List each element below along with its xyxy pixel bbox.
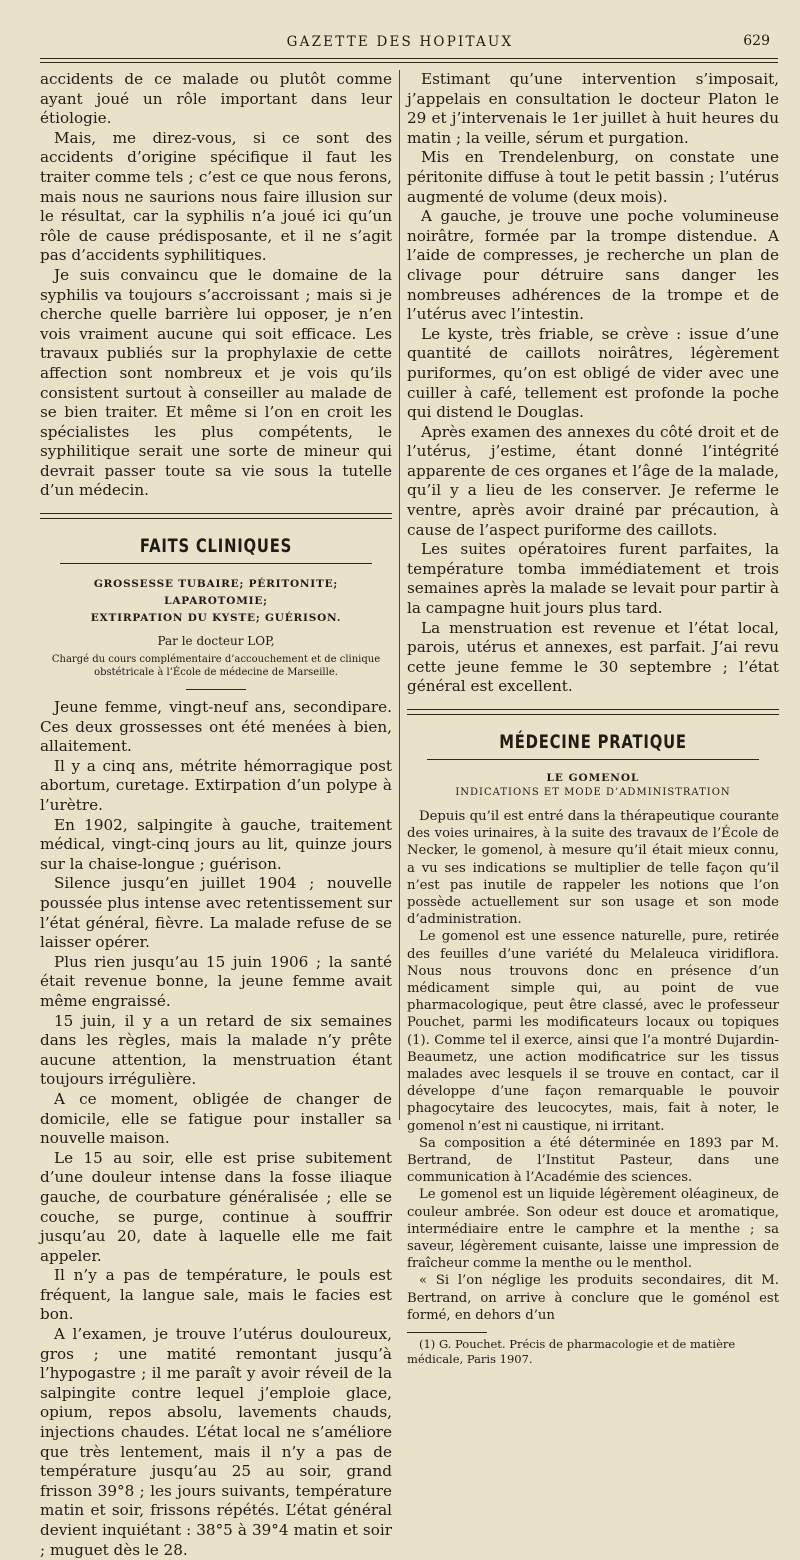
section-rule: [407, 709, 779, 715]
article-rule: [186, 689, 246, 690]
paragraph: Le gomenol est une essence naturelle, pure, retirée des feuilles d’une variété du Melaleuca viridiflora. Nous nous trouvons donc en présence d’un médicament simple qui, au point de vue pharmacologique, peut être classé, avec le professeur Pouchet, parmi les modificateurs locaux ou topiques (1). Comme tel il exerce, ainsi que l’a montré Dujardin-Beaumetz, une action modificatrice sur les tissus malades avec lesquels il se trouve en contact, car il développe d’une façon remarquable le pouvoir phagocytaire des leucocytes, mais, fait à noter, le gomenol n’est ni caustique, ni irritant.: [407, 929, 779, 1134]
section-title: FAITS CLINIQUES: [139, 535, 293, 558]
section-underline: [60, 563, 372, 564]
paragraph: Les suites opératoires furent parfaites, la température tomba immédiatement et trois semaines après la malade se levait pour partir à la campagne huit jours plus tard.: [407, 540, 779, 618]
header-rule-2: [40, 62, 778, 63]
page-number: 629: [743, 33, 770, 49]
header-rule: [40, 58, 778, 59]
footnote-rule: [407, 1332, 487, 1333]
paragraph: Après examen des annexes du côté droit et de l’utérus, j’estime, étant donné l’intégrité apparente de ces organes et l’âge de la malade, qu’il y a lieu de les conserver. Je referme le ventre, après avoir drainé par précaution, à cause de l’aspect puriforme des caillots.: [407, 422, 779, 539]
paragraph: Mis en Trendelenburg, on constate une péritonite diffuse à tout le petit bassin ; l’utérus augmenté de volume (deux mois).: [407, 148, 779, 206]
section-rule: [40, 513, 392, 519]
paragraph: Estimant qu’une intervention s’imposait, j’appelais en consultation le docteur Platon le 29 et j’intervenais le 1er juillet à huit heures du matin ; la veille, sérum et purgation.: [407, 70, 779, 147]
right-column: [407, 70, 779, 1367]
gomenol-text: [407, 808, 779, 1324]
intro-text: [40, 70, 392, 501]
paragraph: A gauche, je trouve une poche volumineuse noirâtre, formée par la trompe distendue. A l’aide de compresses, je recherche un plan de clivage pour détruire sans danger les nombreuses adhérences de la trompe et de l’utérus avec l’intestin.: [407, 207, 779, 324]
paragraph: Depuis qu’il est entré dans la thérapeutique courante des voies urinaires, à la suite des travaux de l’École de Necker, le gomenol, à mesure qu’il était mieux connu, a vu ses indications se multiplier de telle façon qu’il n’est pas inutile de rappeler les notions que l’on possède actuellement sur son usage et son mode d’administration.: [407, 809, 779, 928]
paragraph: Sa composition a été déterminée en 1893 par M. Bertrand, de l’Institut Pasteur, dans une communication à l’Académie des sciences.: [407, 1135, 779, 1186]
paragraph: A l’examen, je trouve l’utérus douloureux, gros ; une matité remontant jusqu’à l’hypogastre ; il me paraît y avoir réveil de la salpingite contre lequel j’emploie glace, opium, repos absolu, lavements chauds, injections chaudes. L’état local ne s’améliore que très lentement, mais il n’y a pas de température jusqu’au 25 au soir, grand frisson 39°8 ; les jours suivants, température matin et soir, frissons répétés. L’état général devient inquiétant : 38°5 à 39°4 matin et soir ; muguet dès le 28.: [40, 1325, 392, 1559]
article-title: LE GOMENOL: [546, 772, 640, 784]
author-byline: Par le docteur LOP,: [157, 634, 275, 649]
author-affiliation: Chargé du cours complémentaire d’accouchement et de clinique obstétricale à l’École de médecine de Marseille.: [51, 654, 381, 679]
article-title-line-2: EXTIRPATION DU KYSTE; GUÉRISON.: [90, 612, 342, 625]
paragraph: A ce moment, obligée de changer de domicile, elle se fatigue pour installer sa nouvelle maison.: [40, 1089, 392, 1148]
paragraph: Silence jusqu’en juillet 1904 ; nouvelle poussée plus intense avec retentissement sur l’état général, fièvre. La malade refuse de se laisser opérer.: [40, 874, 392, 952]
column-divider: [399, 70, 400, 1120]
paragraph: Jeune femme, vingt-neuf ans, secondipare. Ces deux grossesses ont été menées à bien, allaitement.: [40, 698, 392, 756]
case-continuation: [407, 70, 779, 697]
paragraph: Mais, me direz-vous, si ce sont des accidents d’origine spécifique il faut les traiter comme tels ; c’est ce que nous ferons, mais nous ne saurions nous faire illusion sur le résultat, car la syphilis n’a joué ici qu’un rôle de cause prédisposante, et il ne s’agit pas d’accidents syphilitiques.: [40, 128, 392, 265]
section-title: MÉDECINE PRATIQUE: [499, 731, 687, 753]
paragraph: Plus rien jusqu’au 15 juin 1906 ; la santé était revenue bonne, la jeune femme avait même engraissé.: [40, 952, 392, 1010]
paragraph: Le kyste, très friable, se crève : issue d’une quantité de caillots noirâtres, légèrement puriformes, qu’on est obligé de vider avec une cuiller à café, tellement est profonde la poche qui distend le Douglas.: [407, 324, 779, 422]
paragraph: La menstruation est revenue et l’état local, parois, utérus et annexes, est parfait. J’ai revu cette jeune femme le 30 septembre ; l’état général est excellent.: [407, 618, 779, 696]
section-underline: [427, 759, 759, 760]
paragraph: « Si l’on néglige les produits secondaires, dit M. Bertrand, on arrive à conclure que le goménol est formé, en dehors d’un: [407, 1273, 779, 1323]
paragraph: accidents de ce malade ou plutôt comme ayant joué un rôle important dans leur étiologie.: [40, 70, 392, 128]
paragraph: 15 juin, il y a un retard de six semaines dans les règles, mais la malade n’y prête aucune attention, la menstruation étant toujours irrégulière.: [40, 1011, 392, 1089]
case-text: [40, 698, 392, 1560]
article-title-line-1: GROSSESSE TUBAIRE; PÉRITONITE; LAPAROTOMIE;: [93, 578, 339, 608]
paragraph: Le 15 au soir, elle est prise subitement d’une douleur intense dans la fosse iliaque gauche, de courbature généralisée ; elle se couche, se purge, continue à souffrir jusqu’au 20, date à laquelle elle me fait appeler.: [40, 1148, 392, 1265]
paragraph: Je suis convaincu que le domaine de la syphilis va toujours s’accroissant ; mais si je cherche quelle barrière lui opposer, je n’en vois vraiment aucune qui soit efficace. Les travaux publiés sur la prophylaxie de cette affection sont nombreux et je vois qu’ils consistent surtout à conseiller au malade de se bien traiter. Et même si l’on en croit les spécialistes les plus compétents, le syphilitique serait une sorte de mineur qui devrait passer toute sa vie sous la tutelle d’un médecin.: [40, 265, 392, 500]
paragraph: Il n’y a pas de température, le pouls est fréquent, la langue sale, mais le facies est bon.: [40, 1266, 392, 1324]
left-column: [40, 70, 392, 1560]
paragraph: En 1902, salpingite à gauche, traitement médical, vingt-cinq jours au lit, quinze jours sur la chaise-longue ; guérison.: [40, 815, 392, 873]
paragraph: Le gomenol est un liquide légèrement oléagineux, de couleur ambrée. Son odeur est douce et aromatique, intermédiaire entre le camphre et la menthe ; sa saveur, légèrement cuisante, laisse une impression de fraîcheur comme la menthe ou le menthol.: [407, 1187, 779, 1272]
paragraph: Il y a cinq ans, métrite hémorragique post abortum, curetage. Extirpation d’un polype à l’urètre.: [40, 756, 392, 815]
page-header-title: GAZETTE DES HOPITAUX: [286, 34, 514, 50]
article-subtitle: INDICATIONS ET MODE D’ADMINISTRATION: [455, 787, 731, 798]
footnote: (1) G. Pouchet. Précis de pharmacologie et de matière médicale, Paris 1907.: [407, 1337, 736, 1367]
